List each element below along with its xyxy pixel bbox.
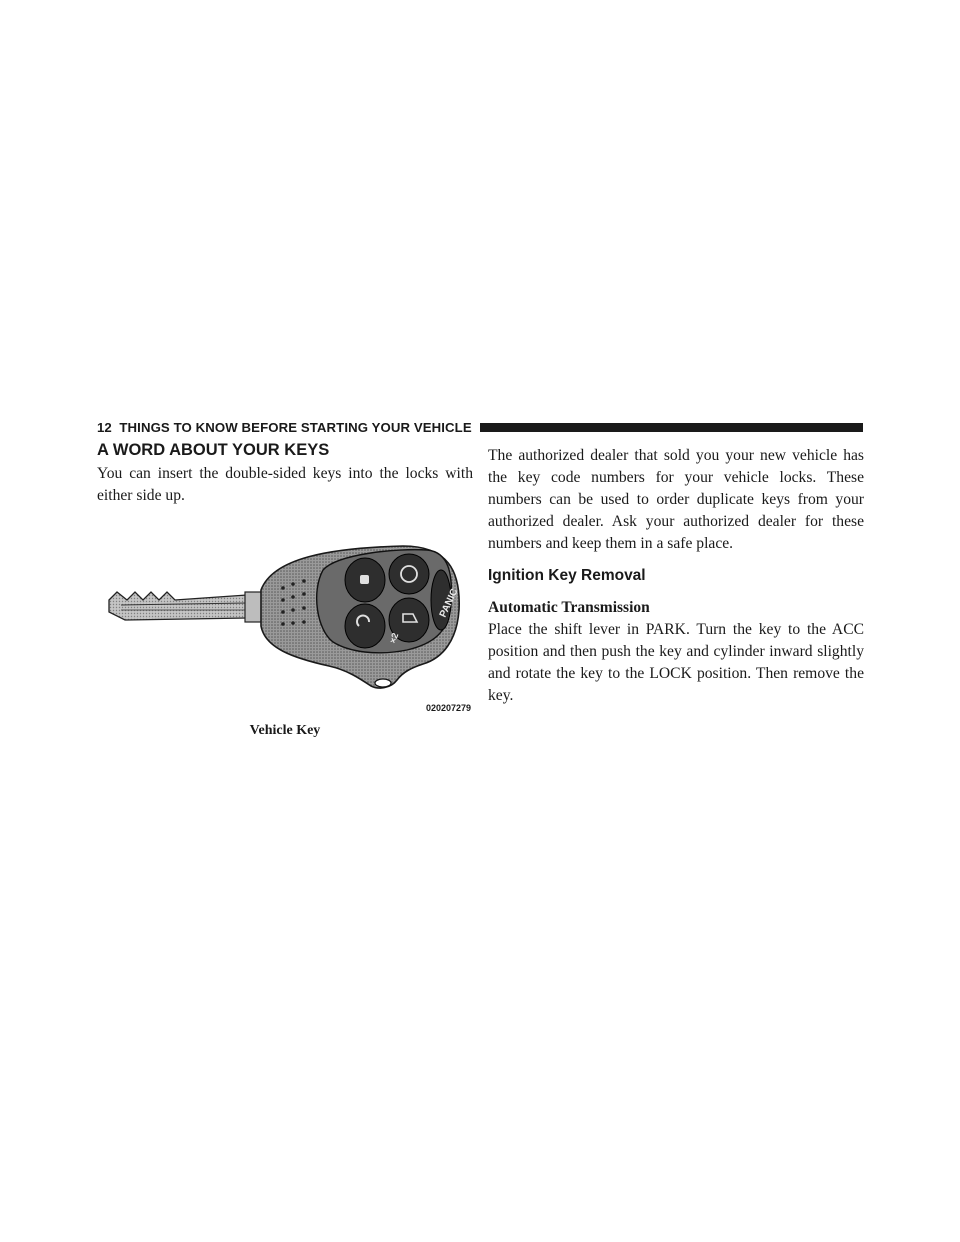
removal-paragraph: Place the shift lever in PARK. Turn the key to the ACC position and then push the key and cylinder inward slightly and rotate the key to the LOCK position. Then remove the key. [488,621,864,704]
vehicle-key-illustration [97,540,473,720]
section-title: A WORD ABOUT YOUR KEYS [97,441,330,459]
key-blade [109,592,263,622]
figure-code: 020207279 [425,703,471,713]
intro-paragraph: You can insert the double-sided keys into the locks with either side up. [97,465,473,504]
vehicle-key-figure [97,540,473,745]
subsubsection-title: Automatic Transmission [488,599,650,616]
running-header [97,417,863,437]
left-column [97,440,473,507]
header-title: 12 THINGS TO KNOW BEFORE STARTING YOUR VEHICLE [97,419,472,435]
dealer-paragraph: The authorized dealer that sold you your new vehicle has the key code numbers for your vehicle locks. These numbers can be used to order duplicate keys from your authorized dealer. Ask your authorized dealer for these numbers and keep them in a safe place. [488,447,864,552]
fob-x2-label: ×2 [387,631,401,645]
header-rule [480,423,863,432]
key-fob [261,546,461,688]
right-column [488,445,864,707]
figure-caption: Vehicle Key [249,723,321,738]
subsection-title: Ignition Key Removal [488,567,646,584]
fob-panic-label: PANIC [437,587,461,620]
